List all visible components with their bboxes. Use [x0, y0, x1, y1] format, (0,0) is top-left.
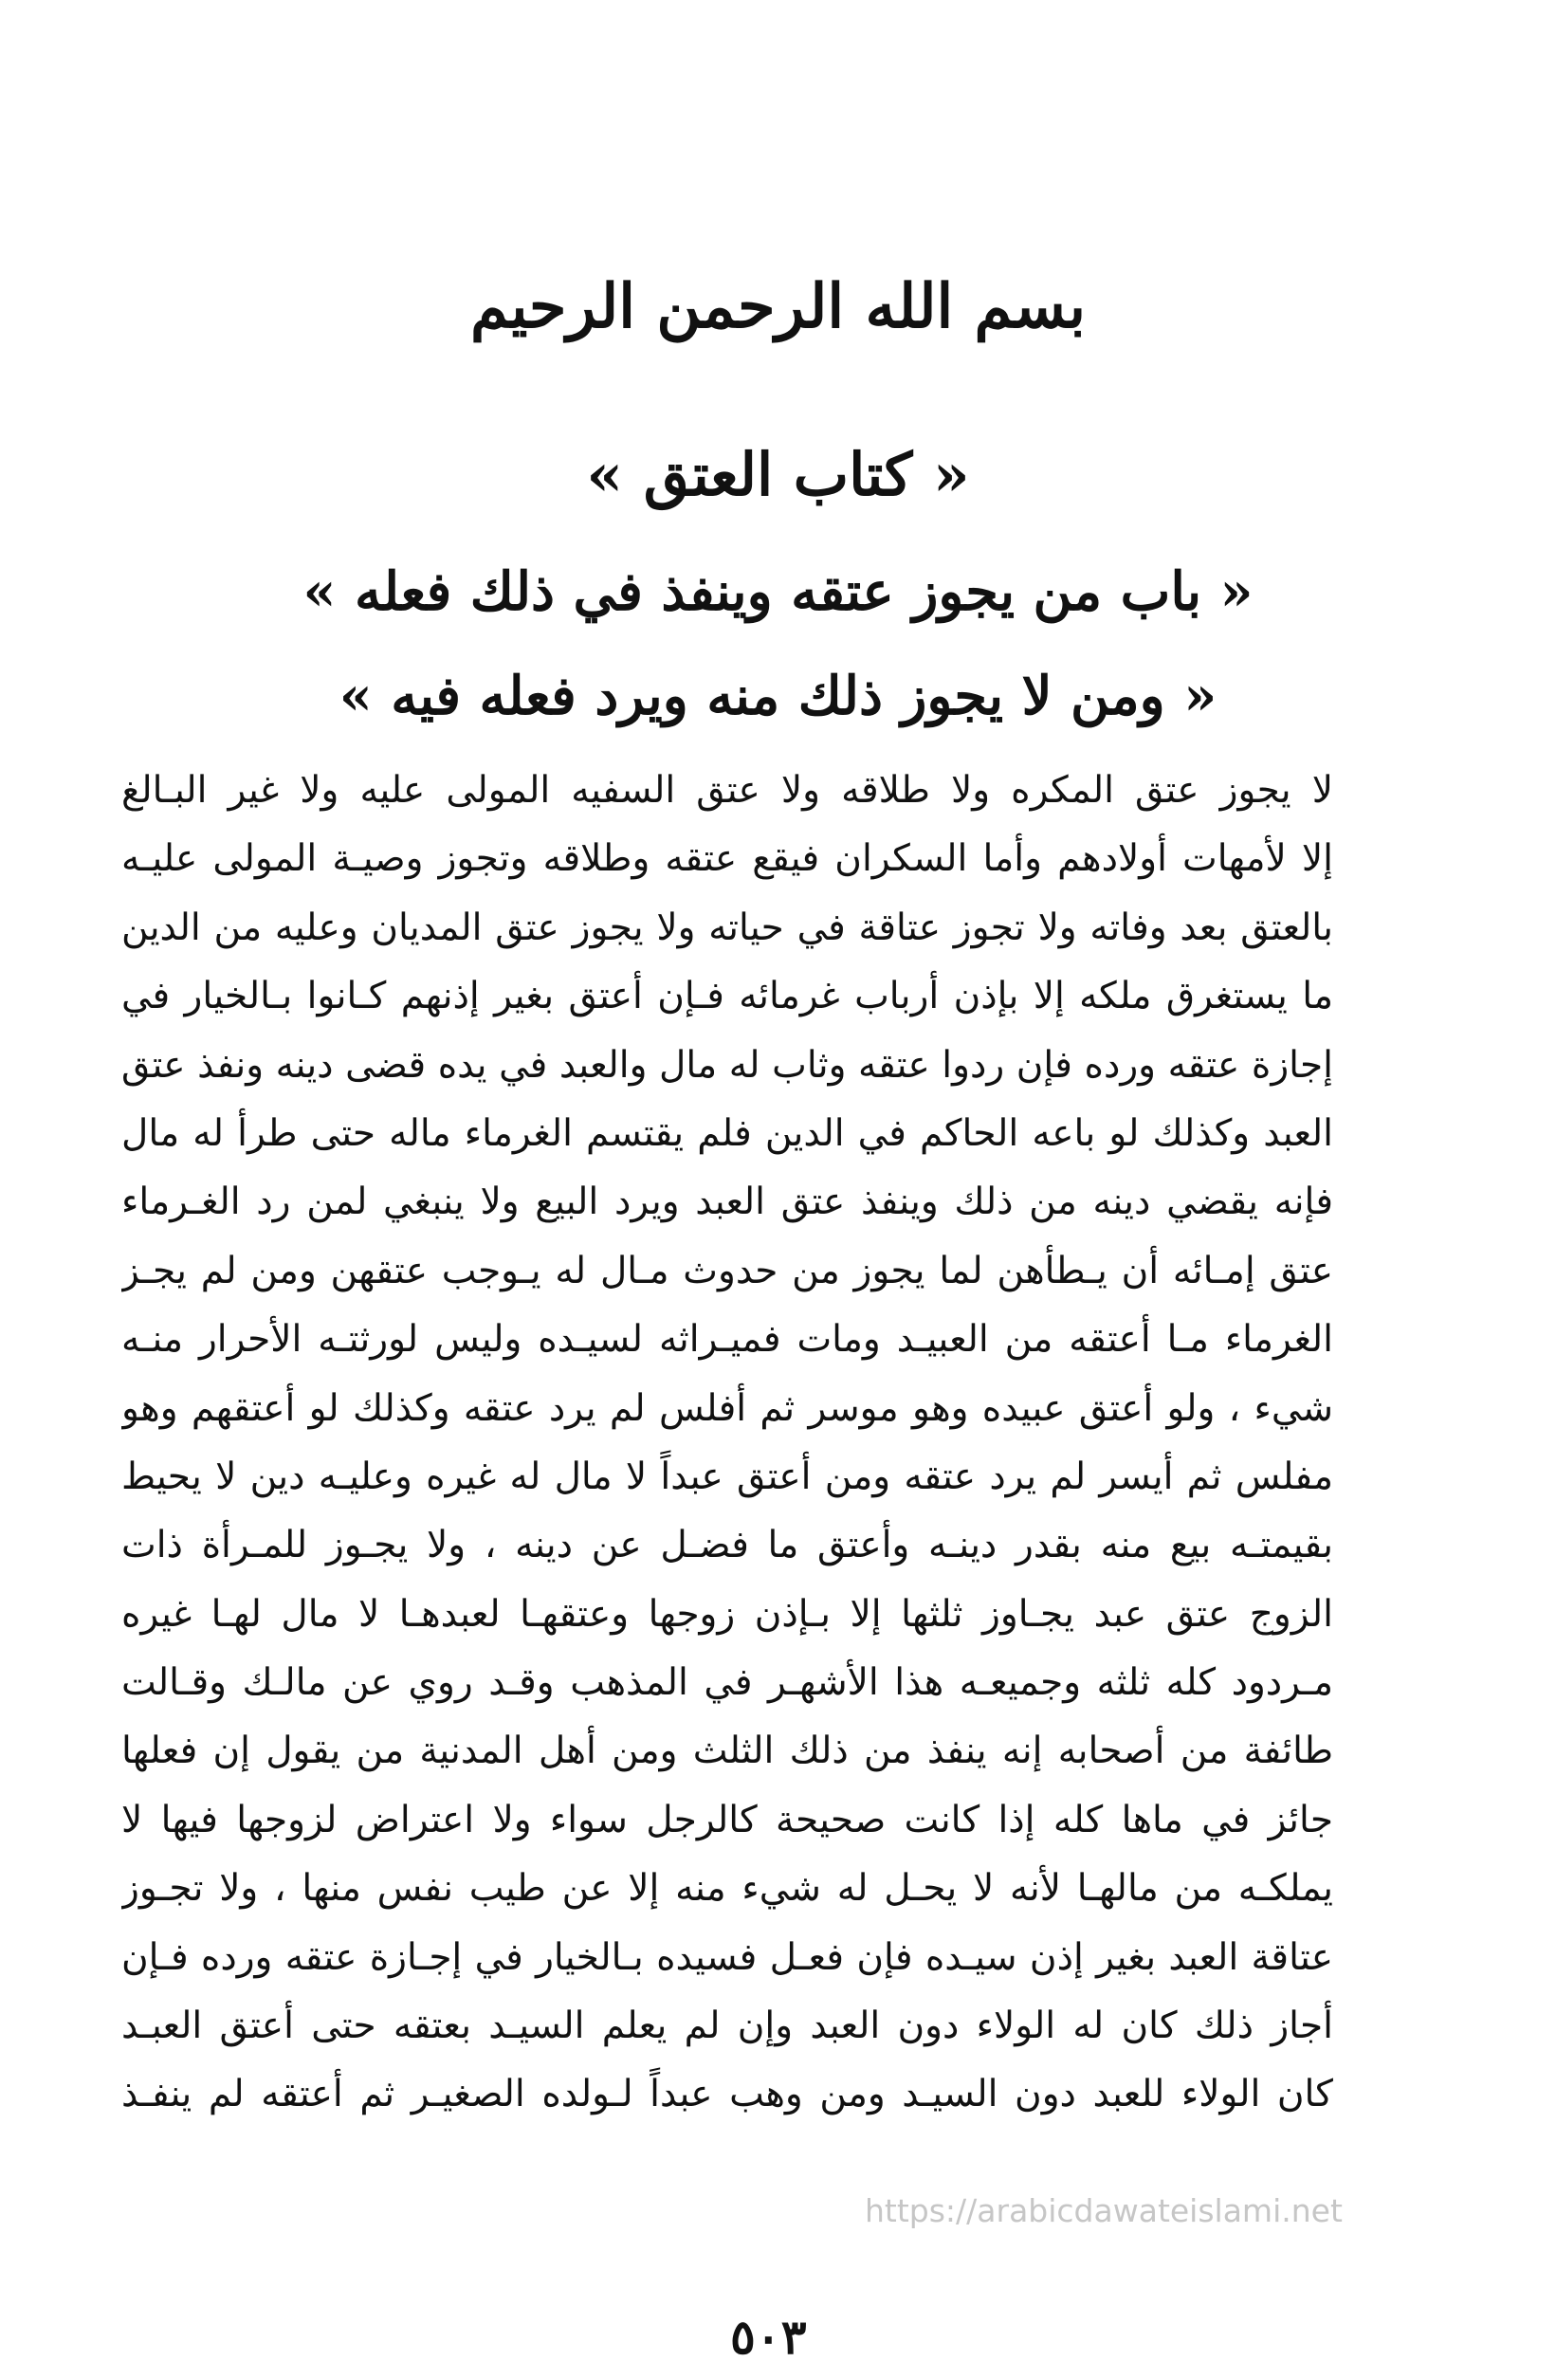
page-number: ٥٠٣ — [730, 2309, 807, 2365]
body-line: يملكـه من مالهـا لأنه لا يحـل له شيء منه إلا عن طيب نفس منها ، ولا تجـوز — [121, 1867, 1333, 1911]
body-line: مـردود كله ثلثه وجميعـه هذا الأشهـر في المذهب وقـد روي عن مالـك وقـالت — [121, 1661, 1333, 1705]
body-line: الزوج عتق عبد يجـاوز ثلثها إلا بـإذن زوجها وعتقهـا لعبدهـا لا مال لهـا غيره — [121, 1592, 1333, 1636]
body-line: بالعتق بعد وفاته ولا تجوز عتاقة في حياته ولا يجوز عتق المديان وعليه من الدين — [121, 906, 1333, 949]
body-line: جائز في ماها كله إذا كانت صحيحة كالرجل سواء ولا اعتراض لزوجها فيها لا — [121, 1798, 1333, 1841]
body-line: العبد وكذلك لو باعه الحاكم في الدين فلم يقتسم الغرماء ماله حتى طرأ له مال — [121, 1111, 1333, 1155]
body-line: لا يجوز عتق المكره ولا طلاقه ولا عتق السفيه المولى عليه ولا غير البـالغ — [121, 769, 1333, 812]
chapter-title-line-1: « باب من يجوز عتقه وينفذ في ذلك فعله » — [302, 560, 1254, 623]
body-line: بقيمتـه بيع منه بقدر دينـه وأعتق ما فضـل عن دينه ، ولا يجـوز للمـرأة ذات — [121, 1524, 1333, 1567]
body-line: أجاز ذلك كان له الولاء دون العبد وإن لم يعلم السيـد بعتقه حتى أعتق العبـد — [121, 2005, 1333, 2048]
watermark-url: https://arabicdawateislami.net — [865, 2192, 1343, 2229]
body-text — [121, 757, 1333, 2130]
body-line: ما يستغرق ملكه إلا بإذن أرباب غرمائه فـإن أعتق بغير إذنهم كـانوا بـالخيار في — [121, 975, 1333, 1018]
body-line: كان الولاء للعبد دون السيـد ومن وهب عبداً لـولده الصغيـر ثم أعتقه لم ينفـذ — [121, 2073, 1333, 2116]
chapter-title-line-2: « ومن لا يجوز ذلك منه ويرد فعله فيه » — [339, 665, 1217, 727]
body-line: عتق إمـائه أن يـطأهن لما يجوز من حدوث مـال له يـوجب عتقهن ومن لم يجـز — [121, 1249, 1333, 1292]
body-line: فإنه يقضي دينه من ذلك وينفذ عتق العبد ويرد البيع ولا ينبغي لمن رد الغـرماء — [121, 1181, 1333, 1224]
body-line: طائفة من أصحابه إنه ينفذ من ذلك الثلث ومن أهل المدنية من يقول إن فعلها — [121, 1730, 1333, 1773]
body-line: إجازة عتقه ورده فإن ردوا عتقه وثاب له مال والعبد في يده قضى دينه ونفذ عتق — [121, 1043, 1333, 1087]
body-line: شيء ، ولو أعتق عبيده وهو موسر ثم أفلس لم يرد عتقه وكذلك لو أعتقهم وهو — [121, 1386, 1333, 1430]
basmala-heading: بسم الله الرحمن الرحيم — [469, 271, 1087, 342]
body-line: عتاقة العبد بغير إذن سيـده فإن فعـل فسيده بـالخيار في إجـازة عتقه ورده فـإن — [121, 1935, 1333, 1979]
body-line: الغرماء مـا أعتقه من العبيـد ومات فميـراثه لسيـده وليس لورثتـه الأحرار منـه — [121, 1318, 1333, 1362]
body-line: إلا لأمهات أولادهم وأما السكران فيقع عتقه وطلاقه وتجوز وصيـة المولى عليـه — [121, 837, 1333, 881]
book-title: « كتاب العتق » — [586, 440, 970, 509]
body-line: مفلس ثم أيسر لم يرد عتقه ومن أعتق عبداً لا مال له غيره وعليـه دين لا يحيط — [121, 1455, 1333, 1498]
